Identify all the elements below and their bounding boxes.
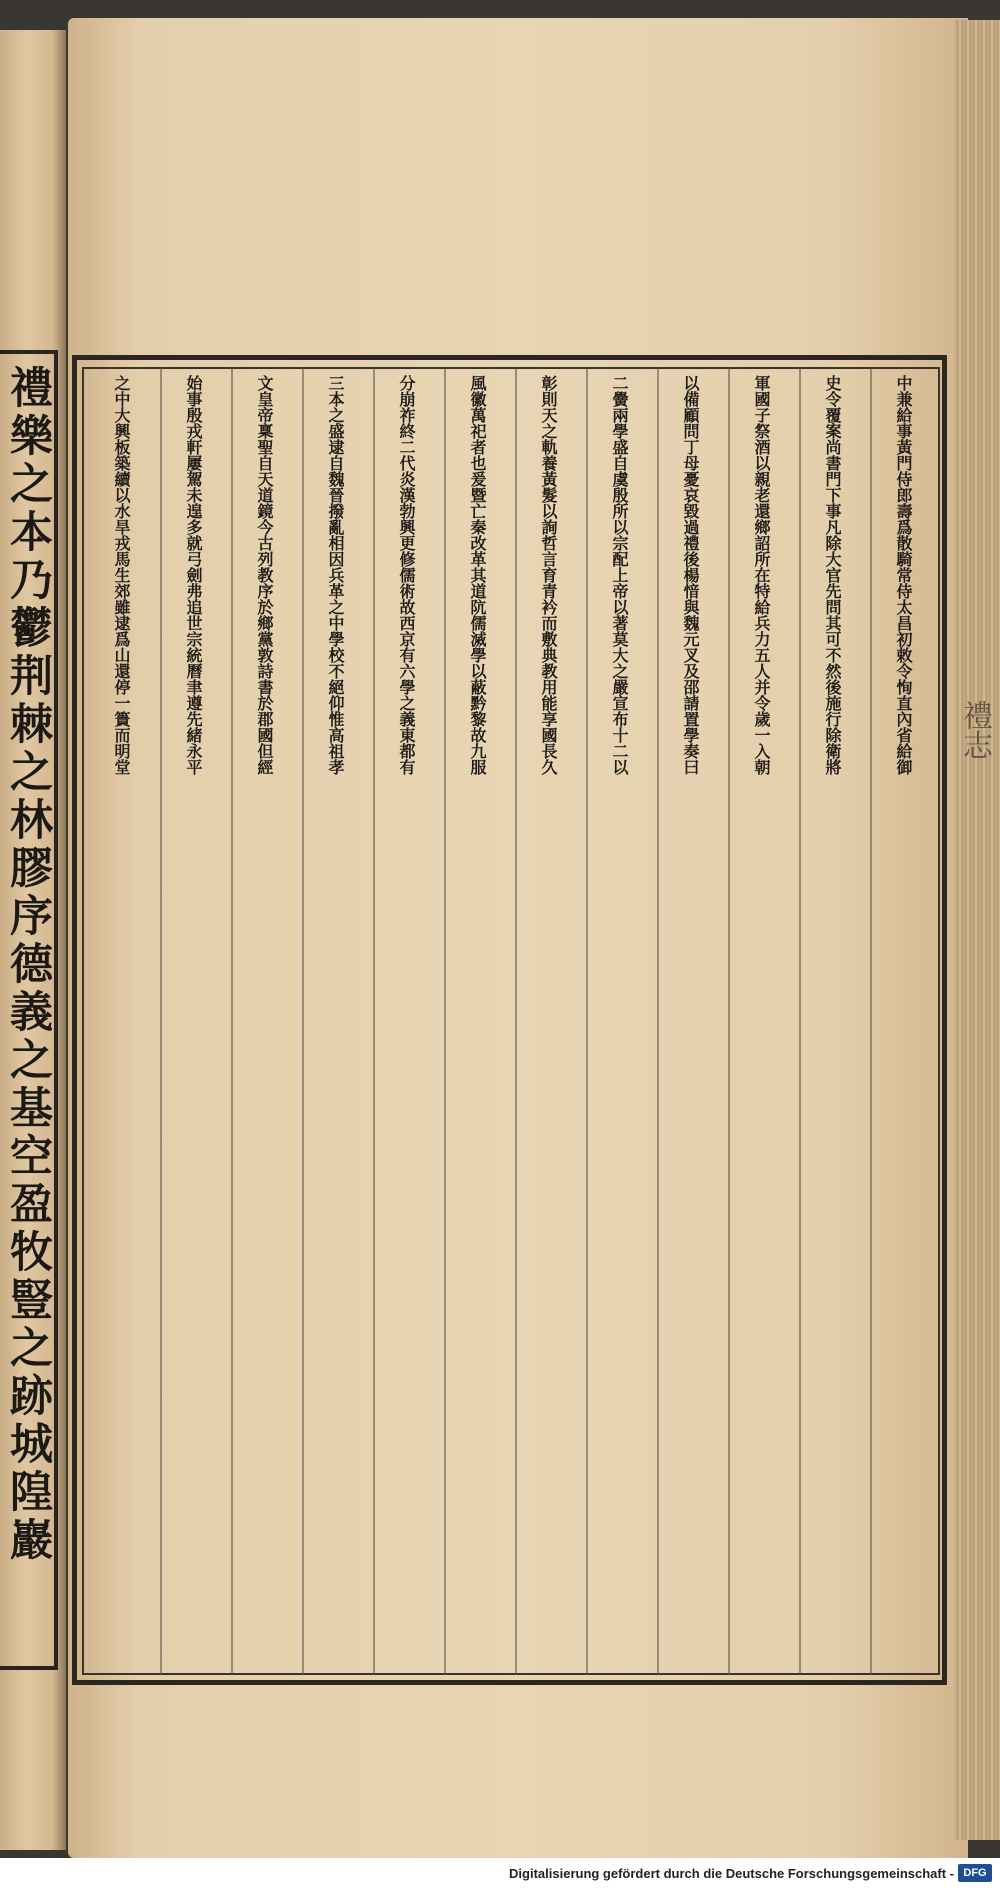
text-column-7: 風徽萬祀者也爰暨亡秦改革其道阬儒滅學以蔽黔黎故九服 <box>468 375 487 775</box>
text-column-6: 彰則天之軌養黃髮以詢哲言育青衿而敷典教用能享國長久 <box>539 375 558 775</box>
text-column-8: 分崩祚終二代炎漢勃興更修儒術故西京有六學之義東都有 <box>397 375 416 775</box>
previous-page-column: 禮樂之本乃鬱荆棘之林膠序德義之基空盈牧豎之跡城隍巖 <box>3 365 53 1565</box>
text-column-12: 之中大興板築續以水旱戎馬生郊雖逮爲山還停一簣而明堂 <box>112 375 131 775</box>
text-column-1: 中兼給事黃門侍郎壽爲散騎常侍太昌初敕令恂直內省給御 <box>894 375 913 775</box>
text-column-9: 三本之盛逮自魏晉撥亂相因兵革之中學校不絕仰惟高祖孝 <box>326 375 345 775</box>
text-column-4: 以備顧問丁母憂哀毀過禮後楊愔與魏元叉及邵請置學奏曰 <box>681 375 700 775</box>
page-edges <box>955 20 1000 1840</box>
text-column-11: 始事殷戎軒屢駕未遑多就弓劍弗追世宗統曆聿遵先緒永平 <box>184 375 203 775</box>
dfg-logo: DFG <box>958 1864 992 1882</box>
text-column-3: 軍國子祭酒以親老還鄉詔所在特給兵力五人并令歲一入朝 <box>752 375 771 775</box>
margin-title: 禮志 <box>957 700 992 760</box>
text-column-10: 文皇帝稟聖自天道鏡今古列教序於鄉黨敦詩書於郡國但經 <box>255 375 274 775</box>
text-column-2: 史令覆案尚書門下事凡除大官先問其可不然後施行除衛將 <box>823 375 842 775</box>
text-column-5: 二黌兩學盛自虞殷所以宗配上帝以著莫大之嚴宣布十二以 <box>610 375 629 775</box>
funding-credit: Digitalisierung gefördert durch die Deutsche Forschungsgemeinschaft - <box>509 1866 954 1881</box>
